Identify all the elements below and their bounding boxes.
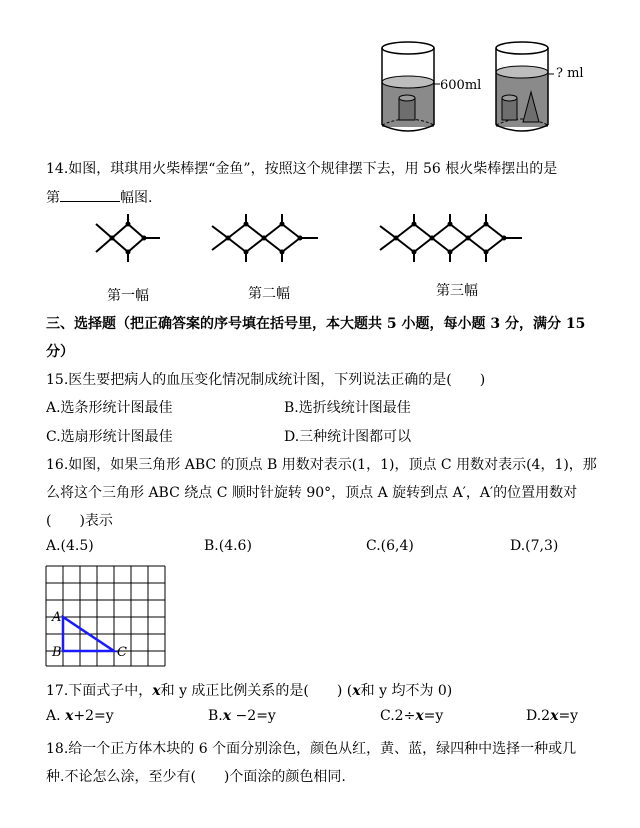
grid-label-c: C xyxy=(117,645,127,660)
caption-figure-1: 第一幅 xyxy=(107,288,149,304)
q17-stem-post: 和 y 均不为 0) xyxy=(360,683,453,699)
q15-option-d[interactable]: D.三种统计图都可以 xyxy=(284,429,412,445)
grid-label-b: B xyxy=(52,645,62,660)
opt-pre: A. xyxy=(46,708,66,724)
goldfish-figure-2 xyxy=(206,210,336,270)
var-x: x xyxy=(352,683,361,699)
opt-pre: D.2 xyxy=(526,708,551,724)
var-x: x xyxy=(415,708,424,724)
q17-stem-pre: 17.下面式子中， xyxy=(46,683,153,699)
grid-label-a: A xyxy=(52,610,62,625)
cylinder-right xyxy=(494,40,584,135)
q17-option-b[interactable] xyxy=(208,708,276,724)
caption-figure-2: 第二幅 xyxy=(248,286,290,302)
var-x: x xyxy=(550,708,559,724)
q18-line2: 种.不论怎么涂，至少有( )个面涂的颜色相同. xyxy=(46,769,346,785)
q18-line1: 18.给一个正方体木块的 6 个面分别涂色，颜色从红，黄、蓝，绿四种中选择一种或几 xyxy=(46,741,577,757)
q17-option-c[interactable] xyxy=(380,708,443,724)
q16-line2: 么将这个三角形 ABC 绕点 C 顺时针旋转 90°，顶点 A 旋转到点 A′，A′的位置用数对 xyxy=(46,485,578,501)
opt-pre: B. xyxy=(208,708,223,724)
caption-figure-3: 第三幅 xyxy=(436,283,478,299)
q14-line1: 14.如图，琪琪用火柴棒摆“金鱼”，按照这个规律摆下去，用 56 根火柴棒摆出的是 xyxy=(46,161,558,177)
q15-option-a[interactable]: A.选条形统计图最佳 xyxy=(46,400,173,416)
coordinate-grid xyxy=(46,566,166,668)
q16-option-b[interactable]: B.(4.6) xyxy=(204,538,252,554)
opt-post: +2=y xyxy=(73,708,114,724)
var-x: x xyxy=(65,708,74,724)
q17-option-d[interactable] xyxy=(526,708,578,724)
goldfish-figure-3 xyxy=(376,210,546,270)
q17-stem xyxy=(46,680,452,700)
q15-option-c[interactable]: C.选扇形统计图最佳 xyxy=(46,429,173,445)
opt-post: =y xyxy=(423,708,444,724)
q16-option-d[interactable]: D.(7,3) xyxy=(510,538,559,554)
opt-post: =y xyxy=(558,708,579,724)
section3-heading-line2: 分） xyxy=(46,344,74,360)
var-x: x xyxy=(222,708,232,724)
q17-stem-mid: 和 y 成正比例关系的是( ) ( xyxy=(160,683,353,699)
q17-option-a[interactable] xyxy=(46,708,114,724)
q14-line2-prefix: 第 xyxy=(46,190,60,206)
q16-line3: ( )表示 xyxy=(46,513,113,529)
q14-line2 xyxy=(46,187,152,207)
goldfish-figure-1 xyxy=(88,210,178,270)
opt-post: −2=y xyxy=(231,708,276,724)
q14-line2-suffix: 幅图. xyxy=(120,190,153,206)
q16-line1: 16.如图，如果三角形 ABC 的顶点 B 用数对表示(1，1)，顶点 C 用数对表示(4，1)，那 xyxy=(46,457,597,473)
answer-blank[interactable] xyxy=(60,189,120,202)
var-x: x xyxy=(152,683,161,699)
q15-option-b[interactable]: B.选折线统计图最佳 xyxy=(284,400,411,416)
opt-pre: C.2÷ xyxy=(380,708,416,724)
cylinder-left-label: 600ml xyxy=(440,78,482,93)
section3-heading-line1: 三、选择题（把正确答案的序号填在括号里，本大题共 5 小题，每小题 3 分，满分 15 xyxy=(46,316,586,332)
cylinder-right-label: ? ml xyxy=(556,66,584,81)
q16-option-a[interactable]: A.(4.5) xyxy=(46,538,94,554)
q16-option-c[interactable]: C.(6,4) xyxy=(366,538,414,554)
q15-stem: 15.医生要把病人的血压变化情况制成统计图，下列说法正确的是( ) xyxy=(46,372,486,388)
